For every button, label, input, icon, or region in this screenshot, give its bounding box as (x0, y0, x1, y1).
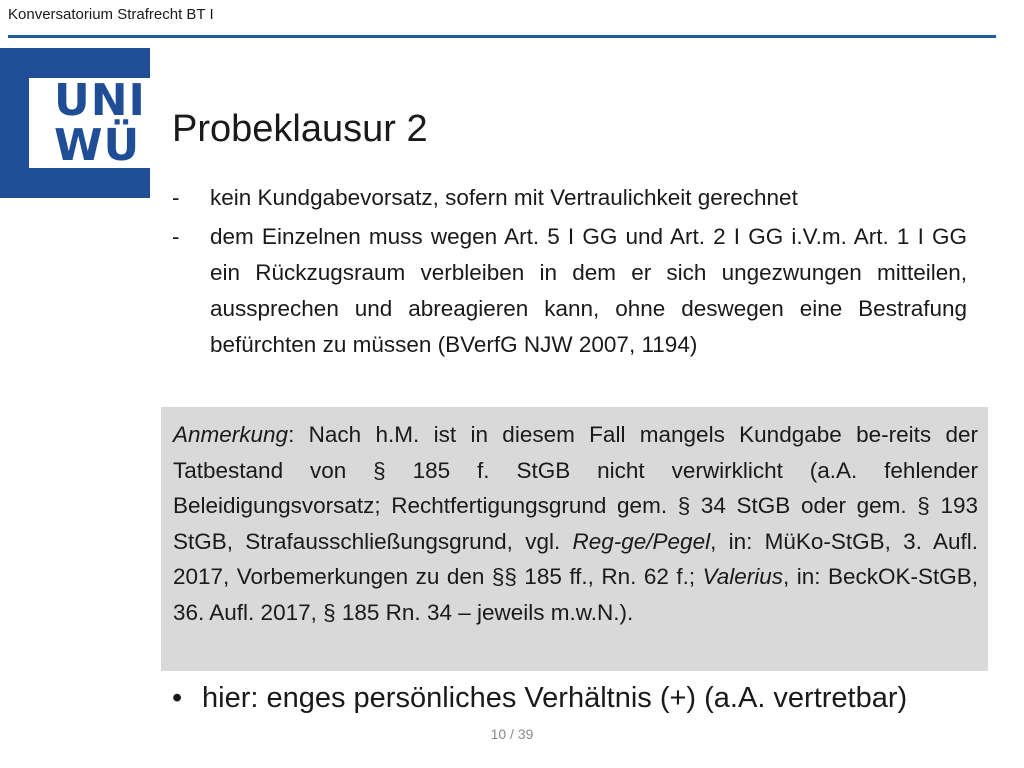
bullet-text: kein Kundgabevorsatz, sofern mit Vertraulichkeit gerechnet (210, 185, 798, 210)
slide-title: Probeklausur 2 (172, 108, 428, 150)
note-box (161, 407, 988, 671)
note-part1: : Nach h.M. ist in diesem Fall mangels Kundgabe be-reits der Tatbestand von § 185 f. StGB nicht verwirklicht (a.A. fehlender Beleidigungsvorsatz; Rechtfertigungsgrund gem. § 34 StGB oder gem. § 193 StGB, Strafausschließungsgrund, vgl. (173, 422, 978, 554)
note-label: Anmerkung (173, 422, 289, 447)
header-rule (8, 35, 996, 38)
note-author2: Valerius (702, 564, 784, 589)
bullet-list (172, 180, 967, 366)
bullet-marker: - (172, 224, 180, 249)
main-bullet-text: hier: enges persönliches Verhältnis (+) (a.A. vertretbar) (202, 682, 908, 714)
bullet-text: dem Einzelnen muss wegen Art. 5 I GG und Art. 2 I GG i.V.m. Art. 1 I GG ein Rückzugsraum verbleiben in dem er sich ungezwungen mitteilen, aussprechen und abreagieren kann, ohne deswegen eine Bestrafung befürchten zu müssen (BVerfG NJW 2007, 1194) (210, 224, 967, 357)
main-bullet (172, 678, 907, 718)
header-title: Konversatorium Strafrecht BT I (8, 6, 214, 23)
note-text (173, 417, 978, 630)
main-bullet-marker: • (172, 682, 183, 714)
note-part3: , in: BeckOK-StGB, 36. Aufl. 2017, § 185 Rn. 34 – jeweils m.w.N.). (173, 564, 978, 625)
logo-text-line2: WÜ (54, 120, 141, 171)
bullet-item (172, 219, 967, 363)
logo-text-line1: UNI (54, 75, 146, 126)
bullet-item (172, 180, 967, 216)
bullet-marker: - (172, 185, 180, 210)
note-author1: Reg-ge/Pegel (572, 528, 711, 554)
note-part2: , in: MüKo-StGB, 3. Aufl. 2017, Vorbemerkungen zu den §§ 185 ff., Rn. 62 f.; (173, 528, 978, 589)
page-number: 10 / 39 (490, 726, 534, 742)
